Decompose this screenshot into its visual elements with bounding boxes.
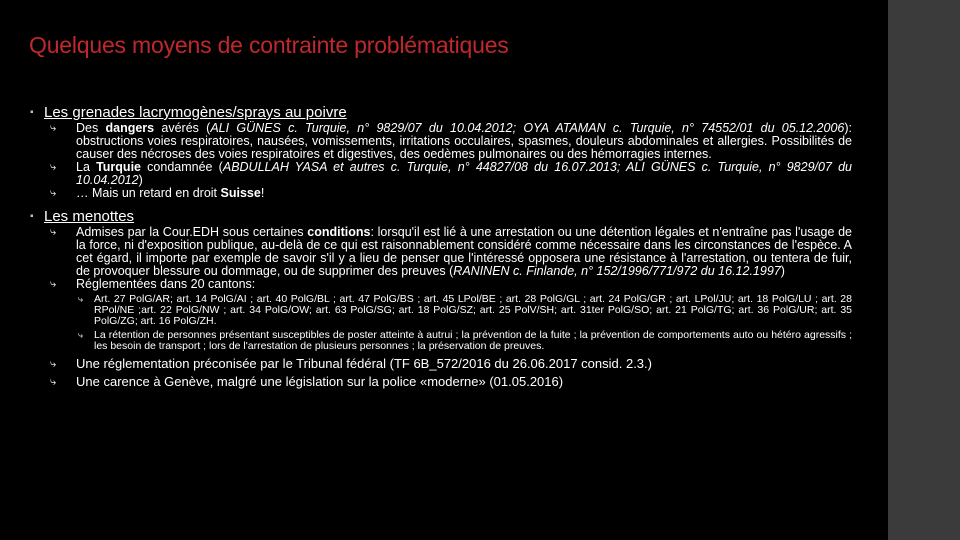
square-bullet-icon: ▪	[30, 107, 34, 118]
text: Une réglementation préconisée par le Tribunal fédéral (TF 6B_572/2016 du 26.06.2017 consid. 2.3.)	[76, 356, 652, 371]
curved-arrow-icon: ⤷	[50, 187, 57, 199]
list-item	[50, 226, 852, 278]
section-menottes-label: Les menottes	[44, 208, 135, 225]
text: : lorsqu'il est lié à une arrestation ou une détention légales et n'entraîne pas l'usage de la force, ni d'exposition publique, au-delà de ce qui est raisonnablement considéré comme nécessaire dans les circonstances de l'espèce. A cet égard, il importe par exemple de savoir s'il y a lieu de penser que l'intéressé opposera une résistance à l'arrestation, ou tentera de fuir, de provoquer blessure ou dommage, ou de supprimer des preuves (	[76, 225, 852, 278]
text: Des	[76, 121, 106, 135]
case-citation: ABDULLAH YASA et autres c. Turquie, n° 44827/08 du 16.07.2013; ALI GÜNES c. Turquie, n° 9829/07 du 10.04.2012	[76, 160, 852, 187]
text: Admises par la Cour.EDH sous certaines	[76, 225, 308, 239]
text: Réglementées dans 20 cantons:	[76, 277, 256, 291]
text: La	[76, 160, 97, 174]
sub-list-item	[78, 330, 852, 352]
sub-list-item	[78, 294, 852, 327]
emphasis: Suisse	[220, 186, 261, 200]
text: )	[780, 264, 785, 278]
emphasis: conditions	[307, 225, 371, 239]
emphasis: dangers	[105, 121, 155, 135]
curved-arrow-icon: ⤷	[50, 278, 57, 290]
list-item	[50, 161, 852, 187]
text: avérés (	[154, 121, 211, 135]
text: condamnée (	[141, 160, 223, 174]
text: !	[260, 186, 265, 200]
case-citation: RANINEN c. Finlande, n° 152/1996/771/972 du 16.12.1997	[453, 264, 781, 278]
text: Une carence à Genève, malgré une législation sur la police «moderne» (01.05.2016)	[76, 374, 564, 389]
square-bullet-icon: ▪	[30, 211, 34, 222]
curved-arrow-icon: ⤷	[78, 330, 84, 340]
curved-arrow-icon: ⤷	[50, 376, 57, 388]
list-item	[50, 122, 852, 161]
list-item	[50, 373, 852, 391]
slide-content	[30, 104, 852, 391]
text: Art. 27 PolG/AR; art. 14 PolG/AI ; art. 40 PolG/BL ; art. 47 PolG/BS ; art. 45 LPol/BE ; art. 28 PolG/GL ; art. 24 PolG/GR ; art. LPol/JU; art. 18 PolG/LU ; art. 28 RPol/NE ;art. 22 PolG/NW ; art. 34 PolG/OW; art. 63 PolG/SG; art. 18 PolG/SZ; art. 25 PolV/SH; art. 31ter PolG/SO; art. 21 PolG/TG; art. 36 PolG/UR; art. 35 PolG/ZG; art. 16 PolG/ZH.	[94, 293, 852, 327]
list-item	[50, 355, 852, 373]
text: La rétention de personnes présentant susceptibles de poster atteinte à autrui ; la prévention de la fuite ; la prévention de comportements auto ou hétéro agressifs ; les besoin de transport ; lors de l'arrestation de plusieurs personnes ; la préservation de preuves.	[94, 329, 852, 352]
section-grenades	[30, 104, 852, 122]
slide-title: Quelques moyens de contrainte problématiques	[29, 32, 509, 58]
list-item	[50, 278, 852, 291]
curved-arrow-icon: ⤷	[50, 226, 57, 238]
curved-arrow-icon: ⤷	[50, 122, 57, 134]
text: )	[138, 173, 143, 187]
list-item	[50, 187, 852, 200]
case-citation: ALI GÜNES c. Turquie, n° 9829/07 du 10.04.2012; OYA ATAMAN c. Turquie, n° 74552/01 du 05.12.2006	[210, 121, 845, 135]
curved-arrow-icon: ⤷	[50, 161, 57, 173]
text: … Mais un retard en droit	[76, 186, 221, 200]
section-menottes	[30, 208, 852, 226]
curved-arrow-icon: ⤷	[50, 358, 57, 370]
text: ): obstructions voies respiratoires, nausées, vomissements, irritations occulaires, spasmes, douleurs abdominales et allergies. Possibilités de causer des nécroses des voies respiratoires et digestives, des oedèmes pulmonaires ou des hémorragies internes.	[76, 121, 853, 161]
side-bar	[888, 0, 960, 540]
curved-arrow-icon: ⤷	[78, 294, 84, 304]
section-grenades-label: Les grenades lacrymogènes/sprays au poivre	[44, 104, 347, 121]
emphasis: Turquie	[96, 160, 141, 174]
